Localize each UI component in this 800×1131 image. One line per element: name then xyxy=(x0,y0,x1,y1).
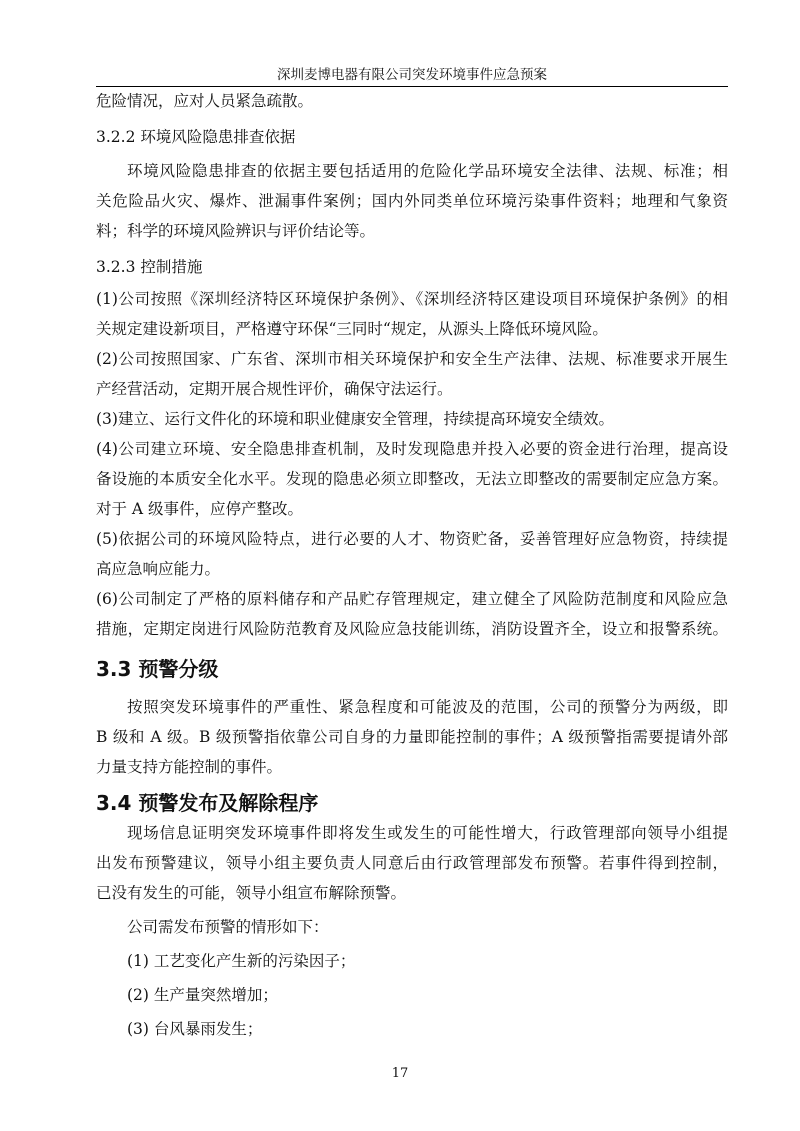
paragraph-line: 按照突发环境事件的严重性、紧急程度和可能波及的范围，公司的预警分为两级，即 xyxy=(127,698,728,716)
section-322-paragraph xyxy=(96,156,728,246)
document-body xyxy=(96,86,728,1044)
section-323-heading: 3.2.3 控制措施 xyxy=(96,258,203,276)
section-34-heading: 3.4 预警发布及解除程序 xyxy=(96,791,319,815)
paragraph-line: 力量支持方能控制的事件。 xyxy=(96,758,283,776)
list-item-line: 对于 A 级事件，应停产整改。 xyxy=(96,500,304,518)
list-item: (1) 工艺变化产生新的污染因子； xyxy=(127,952,356,970)
list-item-line: (4)公司建立环境、安全隐患排查机制，及时发现隐患并投入必要的资金进行治理，提高设 xyxy=(96,440,728,458)
list-item-line: (1)公司按照《深圳经济特区环境保护条例》、《深圳经济特区建设项目环境保护条例》的相 xyxy=(96,290,728,308)
list-item: (3) 台风暴雨发生； xyxy=(127,1020,263,1038)
list-item-line: 关规定建设新项目，严格遵守环保“三同时“规定，从源头上降低环境风险。 xyxy=(96,320,608,338)
list-item-line: (2)公司按照国家、广东省、深圳市相关环境保护和安全生产法律、法规、标准要求开展生 xyxy=(96,350,728,368)
section-34-paragraph xyxy=(96,818,728,908)
section-33-heading: 3.3 预警分级 xyxy=(96,657,219,681)
control-measures-list xyxy=(96,284,728,644)
intro-line: 危险情况，应对人员紧急疏散。 xyxy=(96,92,314,110)
list-item-line: (5)依据公司的环境风险特点，进行必要的人才、物资贮备，妥善管理好应急物资，持续提 xyxy=(96,530,728,548)
paragraph-line: 关危险品火灾、爆炸、泄漏事件案例；国内外同类单位环境污染事件资料；地理和气象资 xyxy=(96,192,728,210)
list-item xyxy=(96,584,728,644)
paragraph-line: 料；科学的环境风险辨识与评价结论等。 xyxy=(96,222,376,240)
list-item xyxy=(96,404,728,434)
page-header: 深圳麦博电器有限公司突发环境事件应急预案 xyxy=(277,67,547,83)
list-item-line: 高应急响应能力。 xyxy=(96,560,221,578)
paragraph-line: 已没有发生的可能，领导小组宣布解除预警。 xyxy=(96,884,407,902)
list-item-line: 备设施的本质安全化水平。发现的隐患必须立即整改，无法立即整改的需要制定应急方案。 xyxy=(96,470,728,488)
list-item-line: (6)公司制定了严格的原料储存和产品贮存管理规定，建立健全了风险防范制度和风险应急 xyxy=(96,590,728,608)
paragraph-line: 现场信息证明突发环境事件即将发生或发生的可能性增大，行政管理部向领导小组提 xyxy=(127,824,728,842)
paragraph-line: B 级和 A 级。B 级预警指依靠公司自身的力量即能控制的事件；A 级预警指需要提请外部 xyxy=(96,728,728,746)
list-item-line: (3)建立、运行文件化的环境和职业健康安全管理，持续提高环境安全绩效。 xyxy=(96,410,614,428)
section-33-paragraph xyxy=(96,692,728,782)
list-item xyxy=(96,344,728,404)
warning-list-intro: 公司需发布预警的情形如下： xyxy=(127,918,329,936)
list-item xyxy=(96,524,728,584)
paragraph-line: 出发布预警建议，领导小组主要负责人同意后由行政管理部发布预警。若事件得到控制， xyxy=(96,854,728,872)
list-item-line: 措施，定期定岗进行风险防范教育及风险应急技能训练，消防设置齐全，设立和报警系统。 xyxy=(96,620,728,638)
section-322-heading: 3.2.2 环境风险隐患排查依据 xyxy=(96,128,296,146)
page-number: 17 xyxy=(391,1066,409,1081)
list-item-line: 产经营活动，定期开展合规性评价，确保守法运行。 xyxy=(96,380,453,398)
list-item xyxy=(96,284,728,344)
paragraph-line: 环境风险隐患排查的依据主要包括适用的危险化学品环境安全法律、法规、标准；相 xyxy=(127,162,728,180)
list-item xyxy=(96,434,728,524)
list-item: (2) 生产量突然增加； xyxy=(127,986,278,1004)
warning-conditions-list xyxy=(96,946,728,1044)
